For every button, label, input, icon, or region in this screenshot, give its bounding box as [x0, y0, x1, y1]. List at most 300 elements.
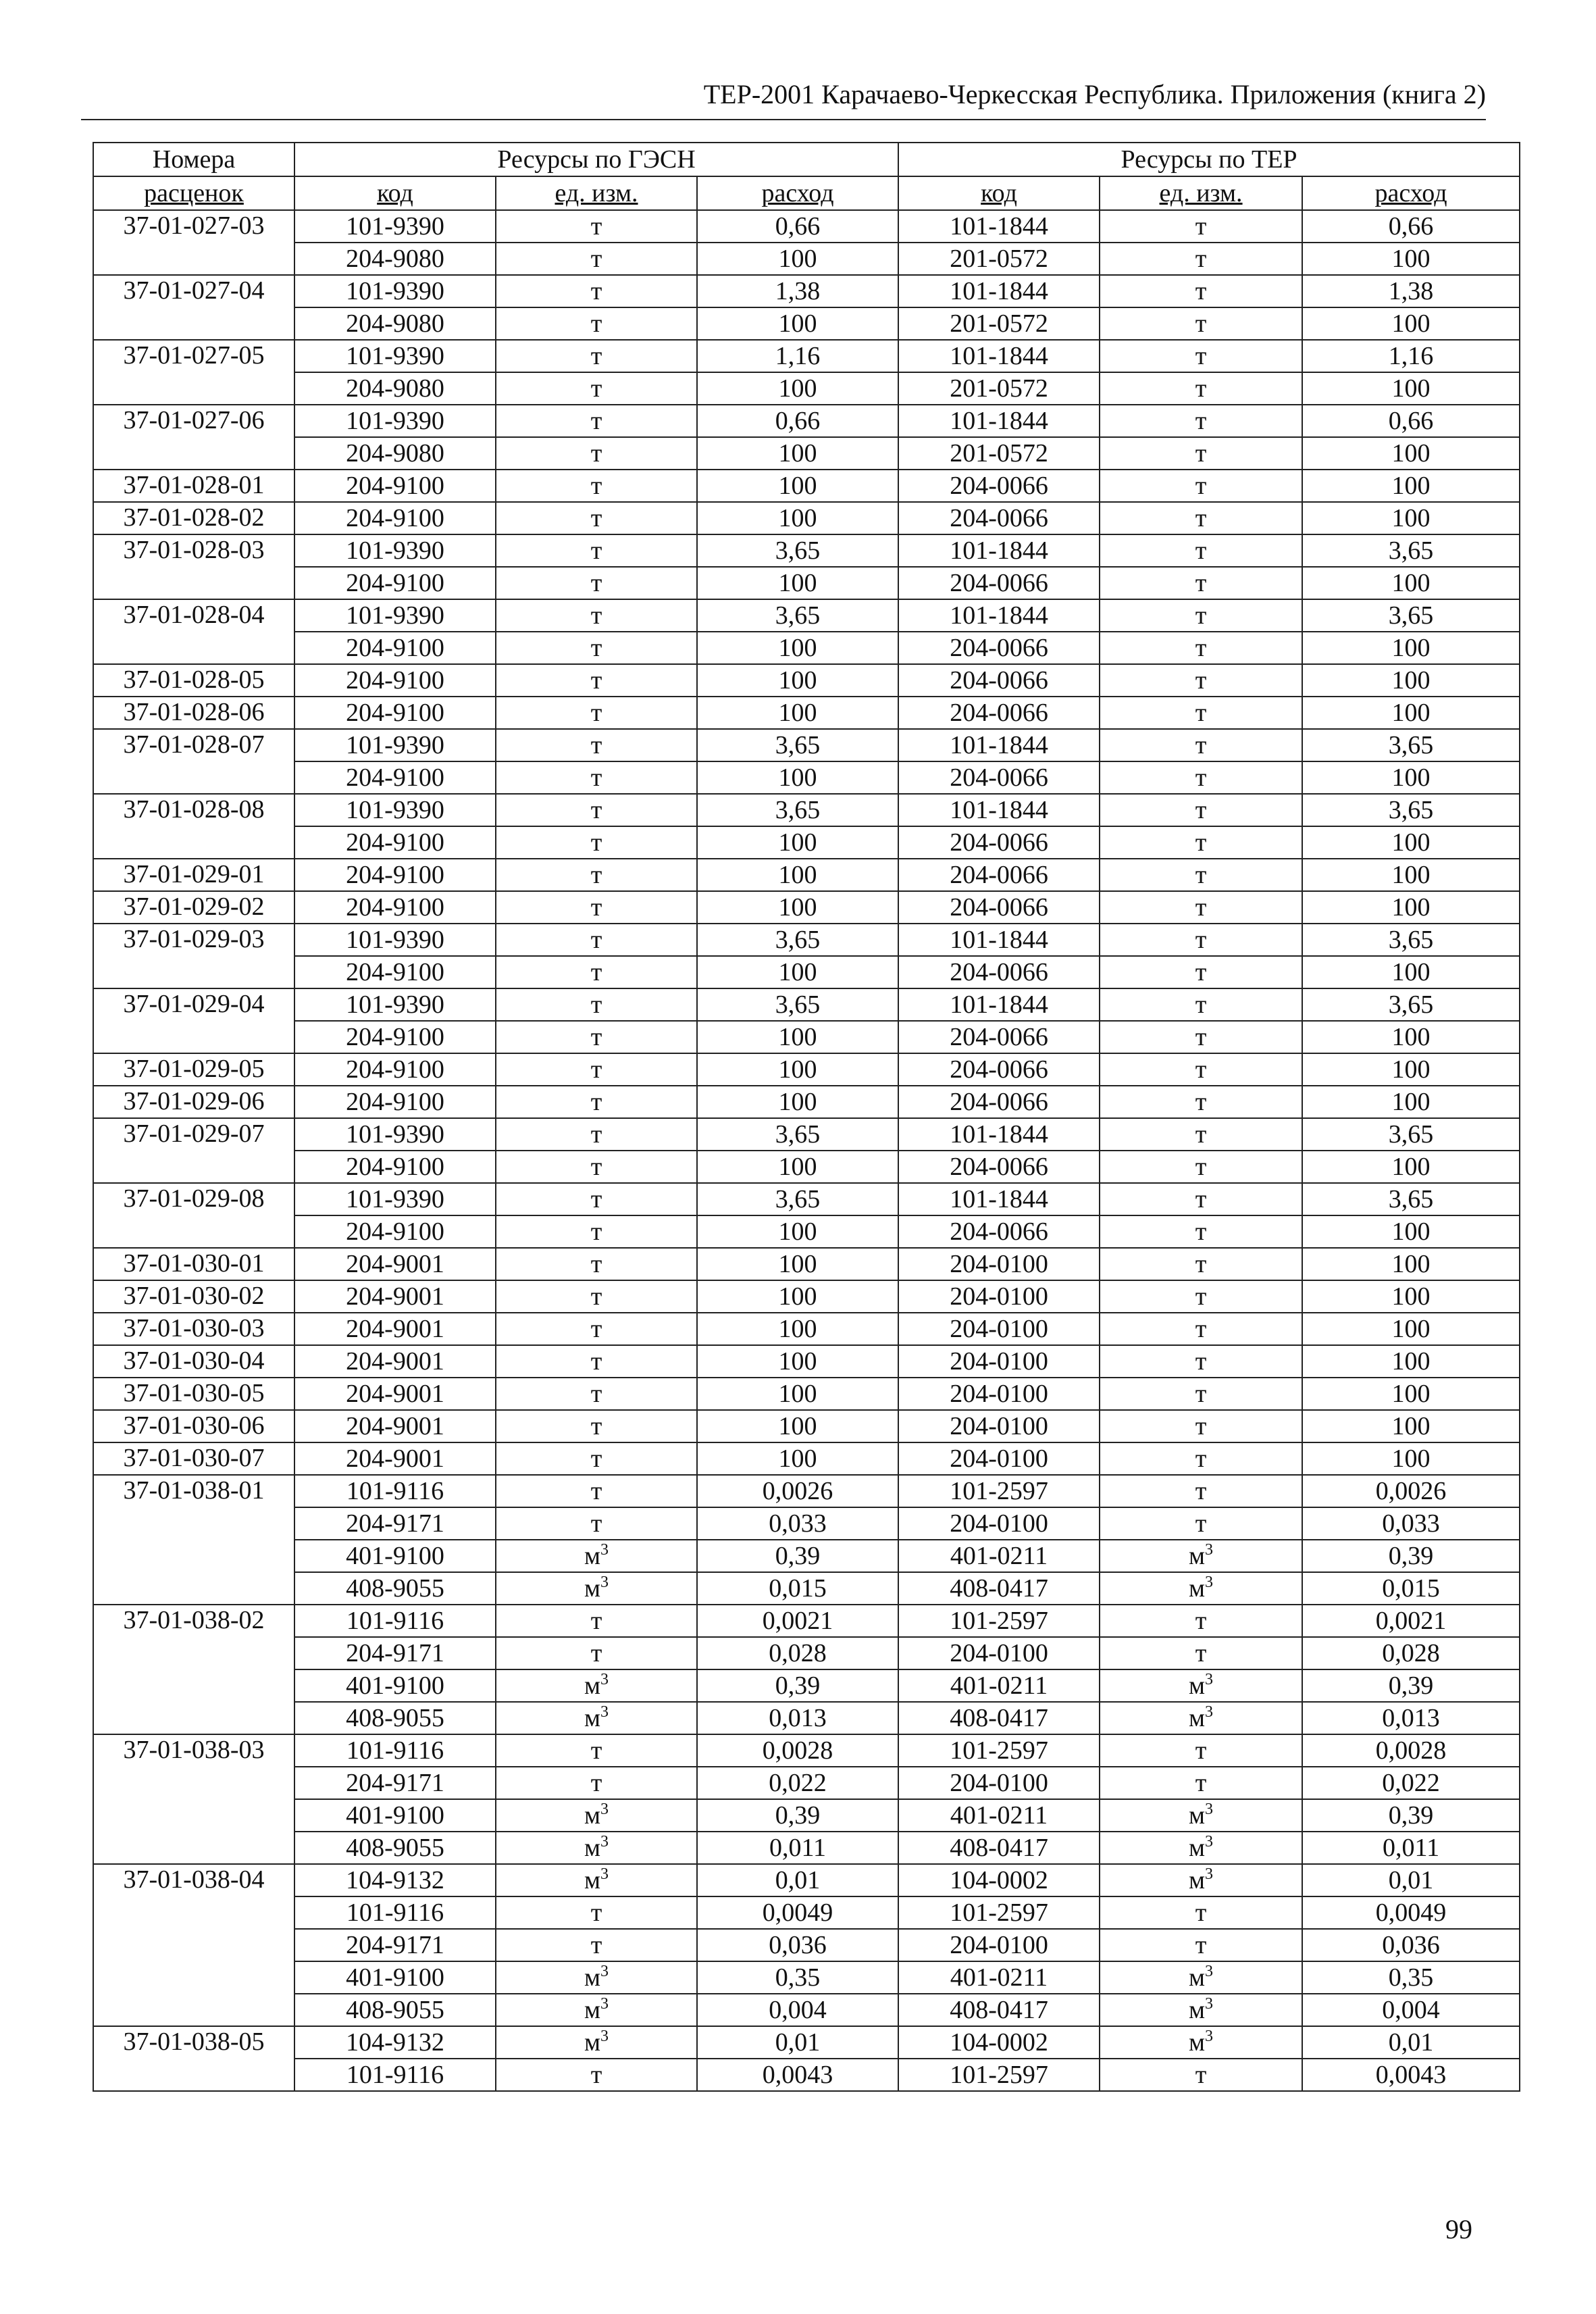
ter-rate-header: расход: [1302, 176, 1520, 210]
table-row: [93, 1864, 1520, 1896]
gesn-unit-cell: т: [496, 1248, 697, 1280]
ter-unit-cell: $м^3$: [1100, 1994, 1302, 2026]
ter-rate-cell: 0,39: [1302, 1540, 1520, 1572]
gesn-rate-cell: 100: [697, 1345, 898, 1378]
unit-superscript: 3: [600, 1671, 609, 1688]
ter-code-cell: 101-1844: [898, 988, 1100, 1021]
table-row: [93, 2059, 1520, 2091]
rate-number-cell: 37-01-030-04: [93, 1345, 294, 1378]
gesn-rate-cell: 100: [697, 1248, 898, 1280]
rate-number-cell: 37-01-029-04: [93, 988, 294, 1053]
gesn-code-cell: 204-9001: [294, 1280, 496, 1313]
ter-rate-cell: 100: [1302, 697, 1520, 729]
gesn-rate-cell: 100: [697, 567, 898, 599]
ter-rate-cell: 0,033: [1302, 1507, 1520, 1540]
gesn-code-cell: 101-9116: [294, 1475, 496, 1507]
ter-rate-cell: 1,38: [1302, 275, 1520, 307]
gesn-unit-cell: т: [496, 275, 697, 307]
gesn-code-cell: 204-9171: [294, 1507, 496, 1540]
gesn-rate-cell: 0,39: [697, 1799, 898, 1832]
gesn-rate-cell: 3,65: [697, 729, 898, 761]
gesn-rate-cell: 0,028: [697, 1637, 898, 1669]
header-row-1: [93, 143, 1520, 176]
ter-code-cell: 204-0066: [898, 956, 1100, 988]
table-row: [93, 1702, 1520, 1734]
rate-number-cell: 37-01-030-02: [93, 1280, 294, 1313]
ter-rate-cell: 0,011: [1302, 1832, 1520, 1864]
gesn-code-cell: 204-9100: [294, 826, 496, 859]
gesn-rate-cell: 0,011: [697, 1832, 898, 1864]
gesn-code-cell: 204-9001: [294, 1410, 496, 1442]
ter-code-cell: 101-2597: [898, 1475, 1100, 1507]
ter-code-cell: 204-0066: [898, 761, 1100, 794]
ter-unit-cell: т: [1100, 1475, 1302, 1507]
resource-table: [93, 142, 1520, 2092]
ter-rate-cell: 0,0049: [1302, 1896, 1520, 1929]
ter-code-cell: 201-0572: [898, 307, 1100, 340]
ter-code-cell: 101-1844: [898, 534, 1100, 567]
unit-superscript: 3: [600, 2028, 609, 2045]
gesn-unit-cell: т: [496, 761, 697, 794]
gesn-rate-cell: 100: [697, 632, 898, 664]
ter-unit-cell: т: [1100, 761, 1302, 794]
ter-rate-cell: 100: [1302, 470, 1520, 502]
ter-code-cell: 101-1844: [898, 1183, 1100, 1215]
ter-unit-cell: т: [1100, 1410, 1302, 1442]
gesn-unit-cell: т: [496, 1345, 697, 1378]
ter-unit-cell: т: [1100, 1378, 1302, 1410]
rate-number-cell: 37-01-030-05: [93, 1378, 294, 1410]
ter-rate-cell: 3,65: [1302, 1183, 1520, 1215]
table-row: [93, 372, 1520, 405]
gesn-unit-cell: т: [496, 2059, 697, 2091]
ter-code-cell: 204-0066: [898, 632, 1100, 664]
table-row: [93, 405, 1520, 437]
gesn-code-cell: 101-9390: [294, 729, 496, 761]
table-row: [93, 1053, 1520, 1086]
ter-code-cell: 204-0100: [898, 1442, 1100, 1475]
gesn-code-cell: 408-9055: [294, 1994, 496, 2026]
rate-number-cell: 37-01-030-01: [93, 1248, 294, 1280]
gesn-code-cell: 204-9100: [294, 697, 496, 729]
table-row: [93, 891, 1520, 924]
gesn-unit-cell: т: [496, 437, 697, 470]
rate-number-cell: 37-01-029-02: [93, 891, 294, 924]
gesn-rate-cell: 3,65: [697, 1118, 898, 1151]
ter-unit-cell: т: [1100, 1734, 1302, 1767]
ter-unit-cell: т: [1100, 340, 1302, 372]
gesn-unit-cell: т: [496, 1378, 697, 1410]
ter-code-cell: 204-0066: [898, 470, 1100, 502]
ter-rate-cell: 100: [1302, 1345, 1520, 1378]
gesn-unit-cell: т: [496, 534, 697, 567]
table-row: [93, 470, 1520, 502]
rate-number-cell: 37-01-028-07: [93, 729, 294, 794]
table-row: [93, 1378, 1520, 1410]
ter-rate-cell: 100: [1302, 1151, 1520, 1183]
ter-code-cell: 204-0066: [898, 1215, 1100, 1248]
gesn-code-cell: 101-9116: [294, 1896, 496, 1929]
gesn-code-cell: 204-9080: [294, 437, 496, 470]
gesn-rate-cell: 100: [697, 437, 898, 470]
table-row: [93, 210, 1520, 243]
ter-code-cell: 204-0100: [898, 1345, 1100, 1378]
unit-superscript: 3: [1205, 1703, 1214, 1721]
table-row: [93, 2026, 1520, 2059]
rate-number-cell: 37-01-029-06: [93, 1086, 294, 1118]
ter-code-cell: 204-0066: [898, 697, 1100, 729]
unit-superscript: 3: [600, 1574, 609, 1591]
ter-unit-cell: т: [1100, 891, 1302, 924]
ter-unit-cell: т: [1100, 697, 1302, 729]
ter-unit-cell: $м^3$: [1100, 1864, 1302, 1896]
gesn-unit-cell: т: [496, 1475, 697, 1507]
rate-number-cell: 37-01-029-07: [93, 1118, 294, 1183]
ter-rate-cell: 3,65: [1302, 729, 1520, 761]
ter-rate-cell: 0,35: [1302, 1961, 1520, 1994]
gesn-unit-cell: т: [496, 1507, 697, 1540]
gesn-unit-cell: т: [496, 891, 697, 924]
gesn-rate-cell: 100: [697, 1151, 898, 1183]
ter-unit-cell: т: [1100, 956, 1302, 988]
ter-rate-cell: 1,16: [1302, 340, 1520, 372]
ter-unit-cell: $м^3$: [1100, 1702, 1302, 1734]
ter-rate-cell: 0,66: [1302, 405, 1520, 437]
ter-code-cell: 101-2597: [898, 1734, 1100, 1767]
ter-code-cell: 101-1844: [898, 599, 1100, 632]
ter-rate-cell: 0,0026: [1302, 1475, 1520, 1507]
ter-rate-cell: 100: [1302, 437, 1520, 470]
ter-unit-cell: т: [1100, 729, 1302, 761]
ter-unit-cell: т: [1100, 1345, 1302, 1378]
rate-number-cell: 37-01-027-05: [93, 340, 294, 405]
gesn-unit-cell: т: [496, 1151, 697, 1183]
gesn-rate-cell: 3,65: [697, 534, 898, 567]
ter-unit-cell: т: [1100, 243, 1302, 275]
table-row: [93, 1313, 1520, 1345]
ter-code-cell: 204-0066: [898, 891, 1100, 924]
gesn-rate-cell: 0,004: [697, 1994, 898, 2026]
gesn-unit-cell: $м^3$: [496, 1669, 697, 1702]
gesn-unit-cell: т: [496, 1313, 697, 1345]
ter-code-cell: 204-0100: [898, 1378, 1100, 1410]
gesn-code-cell: 101-9390: [294, 340, 496, 372]
ter-unit-cell: т: [1100, 1280, 1302, 1313]
unit-superscript: 3: [1205, 1865, 1214, 1883]
ter-unit-cell: т: [1100, 1605, 1302, 1637]
ter-code-cell: 401-0211: [898, 1961, 1100, 1994]
table-row: [93, 664, 1520, 697]
table-row: [93, 1637, 1520, 1669]
ter-unit-cell: $м^3$: [1100, 1540, 1302, 1572]
table-row: [93, 1540, 1520, 1572]
gesn-unit-cell: т: [496, 1086, 697, 1118]
table-row: [93, 924, 1520, 956]
ter-rate-cell: 100: [1302, 1442, 1520, 1475]
unit-superscript: 3: [600, 1865, 609, 1883]
ter-code-cell: 204-0066: [898, 1021, 1100, 1053]
gesn-rate-cell: 100: [697, 1053, 898, 1086]
gesn-unit-cell: $м^3$: [496, 1702, 697, 1734]
ter-code-cell: 204-0066: [898, 502, 1100, 534]
gesn-rate-cell: 100: [697, 1378, 898, 1410]
gesn-code-cell: 204-9100: [294, 502, 496, 534]
ter-rate-cell: 100: [1302, 664, 1520, 697]
ter-rate-cell: 100: [1302, 859, 1520, 891]
table-row: [93, 988, 1520, 1021]
ter-code-cell: 104-0002: [898, 1864, 1100, 1896]
ter-rate-cell: 0,0021: [1302, 1605, 1520, 1637]
ter-unit-cell: т: [1100, 470, 1302, 502]
gesn-code-cell: 408-9055: [294, 1832, 496, 1864]
gesn-code-cell: 204-9080: [294, 243, 496, 275]
gesn-code-cell: 101-9390: [294, 1183, 496, 1215]
ter-code-cell: 104-0002: [898, 2026, 1100, 2059]
gesn-code-cell: 101-9390: [294, 405, 496, 437]
gesn-code-cell: 204-9100: [294, 1151, 496, 1183]
ter-code-header: код: [898, 176, 1100, 210]
gesn-rate-cell: 100: [697, 372, 898, 405]
ter-unit-cell: т: [1100, 275, 1302, 307]
rate-number-cell: 37-01-029-05: [93, 1053, 294, 1086]
unit-superscript: 3: [1205, 1963, 1214, 1980]
gesn-unit-cell: т: [496, 1183, 697, 1215]
ter-rate-cell: 0,036: [1302, 1929, 1520, 1961]
gesn-rate-cell: 100: [697, 1410, 898, 1442]
gesn-code-cell: 401-9100: [294, 1669, 496, 1702]
table-row: [93, 1086, 1520, 1118]
ter-code-cell: 204-0066: [898, 859, 1100, 891]
gesn-code-cell: 204-9100: [294, 632, 496, 664]
ter-unit-cell: т: [1100, 2059, 1302, 2091]
rate-number-cell: 37-01-038-04: [93, 1864, 294, 2026]
table-row: [93, 340, 1520, 372]
ter-unit-header: ед. изм.: [1100, 176, 1302, 210]
table-row: [93, 1605, 1520, 1637]
ter-code-cell: 204-0100: [898, 1248, 1100, 1280]
ter-rate-cell: 100: [1302, 502, 1520, 534]
gesn-rate-cell: 0,0049: [697, 1896, 898, 1929]
ter-unit-cell: т: [1100, 1929, 1302, 1961]
table-row: [93, 502, 1520, 534]
gesn-unit-cell: т: [496, 372, 697, 405]
ter-rate-cell: 100: [1302, 956, 1520, 988]
gesn-code-cell: 101-9116: [294, 2059, 496, 2091]
rate-number-cell: 37-01-028-03: [93, 534, 294, 599]
rate-number-cell: 37-01-038-01: [93, 1475, 294, 1605]
table-row: [93, 632, 1520, 664]
gesn-unit-cell: т: [496, 567, 697, 599]
gesn-rate-cell: 100: [697, 1280, 898, 1313]
rate-number-cell: 37-01-038-02: [93, 1605, 294, 1734]
ter-code-cell: 408-0417: [898, 1994, 1100, 2026]
table-row: [93, 1183, 1520, 1215]
gesn-unit-cell: т: [496, 956, 697, 988]
header-rule: [81, 119, 1486, 120]
ter-unit-cell: т: [1100, 1637, 1302, 1669]
gesn-unit-cell: т: [496, 1929, 697, 1961]
ter-code-cell: 204-0100: [898, 1410, 1100, 1442]
ter-unit-cell: т: [1100, 534, 1302, 567]
table-row: [93, 307, 1520, 340]
page-number: 99: [1445, 2214, 1472, 2244]
ter-rate-cell: 100: [1302, 1248, 1520, 1280]
table-row: [93, 534, 1520, 567]
gesn-code-cell: 204-9001: [294, 1313, 496, 1345]
ter-code-cell: 101-1844: [898, 729, 1100, 761]
gesn-rate-cell: 0,0028: [697, 1734, 898, 1767]
table-body: [93, 210, 1520, 2091]
gesn-rate-cell: 0,0021: [697, 1605, 898, 1637]
gesn-rate-cell: 0,036: [697, 1929, 898, 1961]
table-row: [93, 697, 1520, 729]
table-row: [93, 1507, 1520, 1540]
ter-rate-cell: 100: [1302, 1021, 1520, 1053]
gesn-code-cell: 408-9055: [294, 1702, 496, 1734]
ter-unit-cell: т: [1100, 1442, 1302, 1475]
unit-superscript: 3: [1205, 1671, 1214, 1688]
gesn-unit-cell: т: [496, 1734, 697, 1767]
gesn-unit-cell: $м^3$: [496, 1540, 697, 1572]
table-row: [93, 1896, 1520, 1929]
ter-code-cell: 408-0417: [898, 1702, 1100, 1734]
gesn-rate-cell: 0,033: [697, 1507, 898, 1540]
gesn-unit-cell: $м^3$: [496, 1961, 697, 1994]
table-row: [93, 826, 1520, 859]
gesn-unit-cell: т: [496, 826, 697, 859]
gesn-code-cell: 204-9100: [294, 664, 496, 697]
gesn-rate-cell: 100: [697, 243, 898, 275]
gesn-rate-cell: 100: [697, 826, 898, 859]
unit-superscript: 3: [1205, 1541, 1214, 1559]
ter-code-cell: 204-0066: [898, 826, 1100, 859]
ter-code-cell: 204-0100: [898, 1313, 1100, 1345]
table-row: [93, 1151, 1520, 1183]
gesn-code-cell: 204-9100: [294, 891, 496, 924]
gesn-code-cell: 204-9171: [294, 1767, 496, 1799]
ter-rate-cell: 100: [1302, 372, 1520, 405]
ter-unit-cell: т: [1100, 1151, 1302, 1183]
ter-unit-cell: т: [1100, 664, 1302, 697]
gesn-code-cell: 408-9055: [294, 1572, 496, 1605]
gesn-rate-cell: 3,65: [697, 794, 898, 826]
gesn-rate-cell: 0,015: [697, 1572, 898, 1605]
ter-rate-cell: 3,65: [1302, 924, 1520, 956]
rate-number-cell: 37-01-027-03: [93, 210, 294, 275]
gesn-rate-cell: 0,66: [697, 210, 898, 243]
gesn-code-cell: 101-9390: [294, 924, 496, 956]
gesn-unit-cell: $м^3$: [496, 1864, 697, 1896]
ter-code-cell: 204-0066: [898, 1053, 1100, 1086]
ter-code-cell: 101-2597: [898, 1605, 1100, 1637]
gesn-unit-cell: т: [496, 1215, 697, 1248]
ter-rate-cell: 3,65: [1302, 534, 1520, 567]
table-row: [93, 599, 1520, 632]
gesn-rate-cell: 1,16: [697, 340, 898, 372]
table-row: [93, 567, 1520, 599]
table-row: [93, 1021, 1520, 1053]
table-row: [93, 1345, 1520, 1378]
gesn-code-cell: 401-9100: [294, 1540, 496, 1572]
header-row-2: [93, 176, 1520, 210]
ter-unit-cell: т: [1100, 859, 1302, 891]
gesn-rate-cell: 100: [697, 1086, 898, 1118]
unit-superscript: 3: [600, 1801, 609, 1818]
ter-unit-cell: т: [1100, 1313, 1302, 1345]
ter-unit-cell: т: [1100, 1021, 1302, 1053]
gesn-unit-cell: т: [496, 1021, 697, 1053]
rate-number-cell: 37-01-029-01: [93, 859, 294, 891]
ter-unit-cell: т: [1100, 1183, 1302, 1215]
ter-code-cell: 201-0572: [898, 243, 1100, 275]
ter-unit-cell: т: [1100, 1507, 1302, 1540]
gesn-rate-cell: 100: [697, 470, 898, 502]
table-row: [93, 794, 1520, 826]
gesn-code-cell: 204-9100: [294, 1086, 496, 1118]
ter-code-cell: 201-0572: [898, 372, 1100, 405]
gesn-unit-cell: т: [496, 1118, 697, 1151]
gesn-code-cell: 101-9390: [294, 794, 496, 826]
table-row: [93, 1961, 1520, 1994]
ter-unit-cell: т: [1100, 632, 1302, 664]
ter-rate-cell: 100: [1302, 826, 1520, 859]
table-header: [93, 143, 1520, 210]
col-number-header-2: расценок: [93, 176, 294, 210]
rate-number-cell: 37-01-027-06: [93, 405, 294, 470]
gesn-code-cell: 204-9100: [294, 470, 496, 502]
gesn-code-cell: 204-9100: [294, 1021, 496, 1053]
ter-unit-cell: т: [1100, 988, 1302, 1021]
gesn-unit-cell: $м^3$: [496, 1799, 697, 1832]
table-row: [93, 1832, 1520, 1864]
gesn-rate-cell: 0,35: [697, 1961, 898, 1994]
ter-rate-cell: 0,004: [1302, 1994, 1520, 2026]
gesn-unit-cell: $м^3$: [496, 1572, 697, 1605]
rate-number-cell: 37-01-028-06: [93, 697, 294, 729]
gesn-code-cell: 104-9132: [294, 1864, 496, 1896]
table-row: [93, 1929, 1520, 1961]
gesn-unit-cell: $м^3$: [496, 1994, 697, 2026]
gesn-rate-cell: 0,0026: [697, 1475, 898, 1507]
gesn-unit-cell: т: [496, 210, 697, 243]
gesn-rate-cell: 0,0043: [697, 2059, 898, 2091]
gesn-code-header: код: [294, 176, 496, 210]
gesn-code-cell: 204-9080: [294, 372, 496, 405]
gesn-unit-cell: т: [496, 1896, 697, 1929]
ter-unit-cell: т: [1100, 210, 1302, 243]
gesn-rate-cell: 100: [697, 502, 898, 534]
gesn-code-cell: 204-9001: [294, 1345, 496, 1378]
unit-superscript: 3: [1205, 1801, 1214, 1818]
unit-superscript: 3: [1205, 1833, 1214, 1851]
ter-unit-cell: т: [1100, 1896, 1302, 1929]
gesn-code-cell: 204-9001: [294, 1378, 496, 1410]
gesn-code-cell: 101-9390: [294, 534, 496, 567]
gesn-unit-cell: т: [496, 1637, 697, 1669]
gesn-code-cell: 104-9132: [294, 2026, 496, 2059]
ter-rate-cell: 100: [1302, 307, 1520, 340]
ter-unit-cell: т: [1100, 1248, 1302, 1280]
gesn-rate-header: расход: [697, 176, 898, 210]
gesn-code-cell: 401-9100: [294, 1961, 496, 1994]
ter-unit-cell: $м^3$: [1100, 1799, 1302, 1832]
ter-rate-cell: 0,013: [1302, 1702, 1520, 1734]
gesn-rate-cell: 100: [697, 891, 898, 924]
ter-unit-cell: $м^3$: [1100, 2026, 1302, 2059]
table-row: [93, 956, 1520, 988]
table-row: [93, 1734, 1520, 1767]
gesn-code-cell: 204-9171: [294, 1929, 496, 1961]
